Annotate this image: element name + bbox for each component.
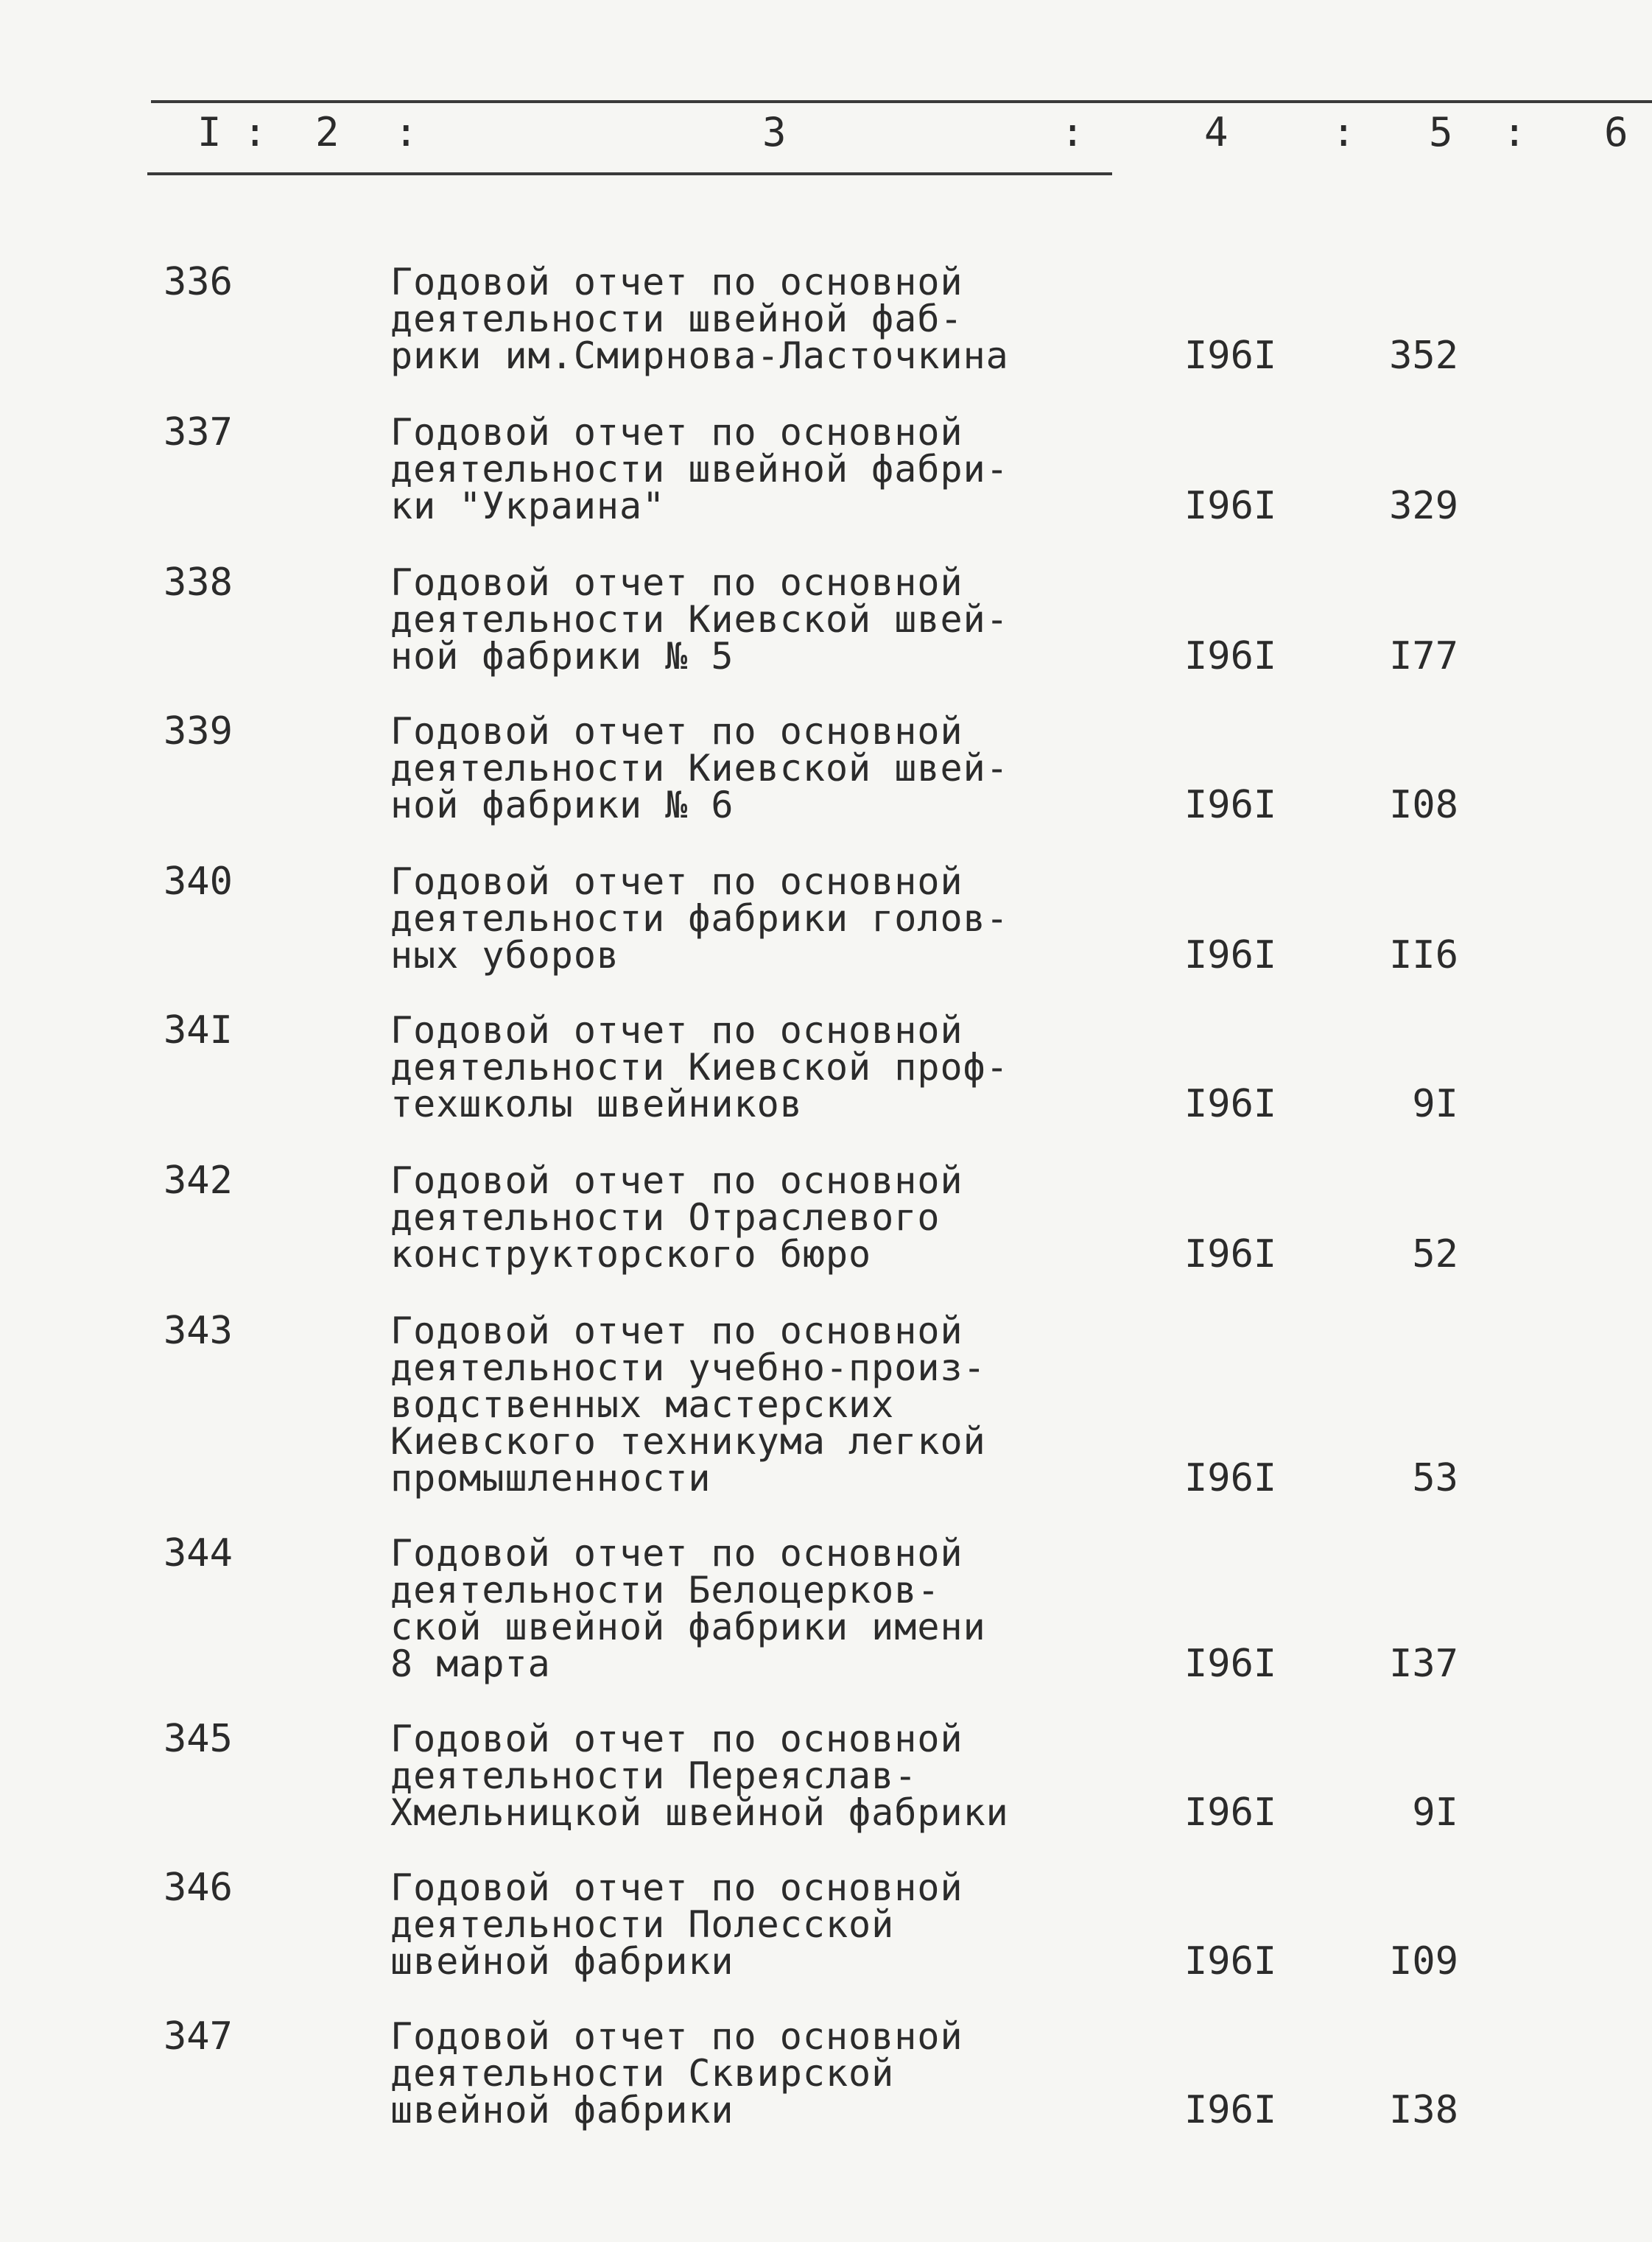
record-number: 336 — [164, 260, 233, 304]
record-pages: 52 — [1412, 1232, 1458, 1276]
record-number: 339 — [164, 709, 233, 753]
record-year: I96I — [1184, 1791, 1277, 1835]
record-pages: I77 — [1389, 634, 1458, 678]
record-pages: 9I — [1412, 1082, 1458, 1126]
record-number: 347 — [164, 2014, 233, 2059]
column-header-3: 3 — [762, 109, 787, 155]
record-pages: 352 — [1389, 334, 1458, 378]
record-title: Годовой отчет по основной деятельности Белоцерков- ской швейной фабрики имени 8 марта — [390, 1532, 986, 1685]
column-separator: : — [1332, 109, 1356, 155]
column-header-6: 6 — [1604, 109, 1628, 155]
record-year: I96I — [1184, 1642, 1277, 1686]
record-number: 337 — [164, 410, 233, 454]
record-pages: I37 — [1389, 1642, 1458, 1686]
column-header-2: 2 — [315, 109, 340, 155]
record-year: I96I — [1184, 1232, 1277, 1276]
header-bottom-rule — [147, 172, 1112, 175]
record-title: Годовой отчет по основной деятельности учебно-произ- водственных мастерских Киевского техникума легкой промышленности — [390, 1310, 986, 1500]
record-year: I96I — [1184, 2088, 1277, 2132]
record-title: Годовой отчет по основной деятельности швейной фаб- рики им.Смирнова-Ласточкина — [390, 261, 1009, 377]
record-title: Годовой отчет по основной деятельности Киевской швей- ной фабрики № 5 — [390, 561, 1009, 678]
record-number: 340 — [164, 860, 233, 904]
record-year: I96I — [1184, 634, 1277, 678]
record-number: 345 — [164, 1717, 233, 1761]
column-header-1: I — [197, 109, 222, 155]
record-number: 34I — [164, 1008, 233, 1053]
record-year: I96I — [1184, 933, 1277, 977]
record-pages: I09 — [1389, 1939, 1458, 1983]
record-pages: I38 — [1389, 2088, 1458, 2132]
record-year: I96I — [1184, 783, 1277, 827]
record-number: 338 — [164, 560, 233, 605]
column-header-4: 4 — [1204, 109, 1229, 155]
record-year: I96I — [1184, 484, 1277, 528]
record-year: I96I — [1184, 1939, 1277, 1983]
record-number: 342 — [164, 1159, 233, 1203]
record-pages: II6 — [1389, 933, 1458, 977]
record-title: Годовой отчет по основной деятельности Киевской швей- ной фабрики № 6 — [390, 710, 1009, 826]
header-top-rule — [151, 100, 1652, 103]
record-year: I96I — [1184, 1082, 1277, 1126]
column-separator: : — [1502, 109, 1527, 155]
record-title: Годовой отчет по основной деятельности Полесской швейной фабрики — [390, 1866, 963, 1983]
record-pages: 53 — [1412, 1456, 1458, 1500]
record-number: 346 — [164, 1866, 233, 1910]
column-separator: : — [1061, 109, 1085, 155]
record-title: Годовой отчет по основной деятельности Переяслав- Хмельницкой швейной фабрики — [390, 1718, 1009, 1834]
record-year: I96I — [1184, 334, 1277, 378]
record-pages: 329 — [1389, 484, 1458, 528]
record-year: I96I — [1184, 1456, 1277, 1500]
record-title: Годовой отчет по основной деятельности Сквирской швейной фабрики — [390, 2015, 963, 2132]
record-title: Годовой отчет по основной деятельности Киевской проф- техшколы швейников — [390, 1009, 1009, 1125]
column-header-5: 5 — [1429, 109, 1453, 155]
record-number: 344 — [164, 1531, 233, 1575]
record-title: Годовой отчет по основной деятельности Отраслевого конструкторского бюро — [390, 1159, 963, 1276]
record-title: Годовой отчет по основной деятельности швейной фабри- ки "Украина" — [390, 411, 1009, 527]
record-pages: I08 — [1389, 783, 1458, 827]
record-pages: 9I — [1412, 1791, 1458, 1835]
column-separator: : — [243, 109, 267, 155]
record-number: 343 — [164, 1309, 233, 1353]
record-title: Годовой отчет по основной деятельности фабрики голов- ных уборов — [390, 860, 1009, 977]
column-separator: : — [394, 109, 418, 155]
